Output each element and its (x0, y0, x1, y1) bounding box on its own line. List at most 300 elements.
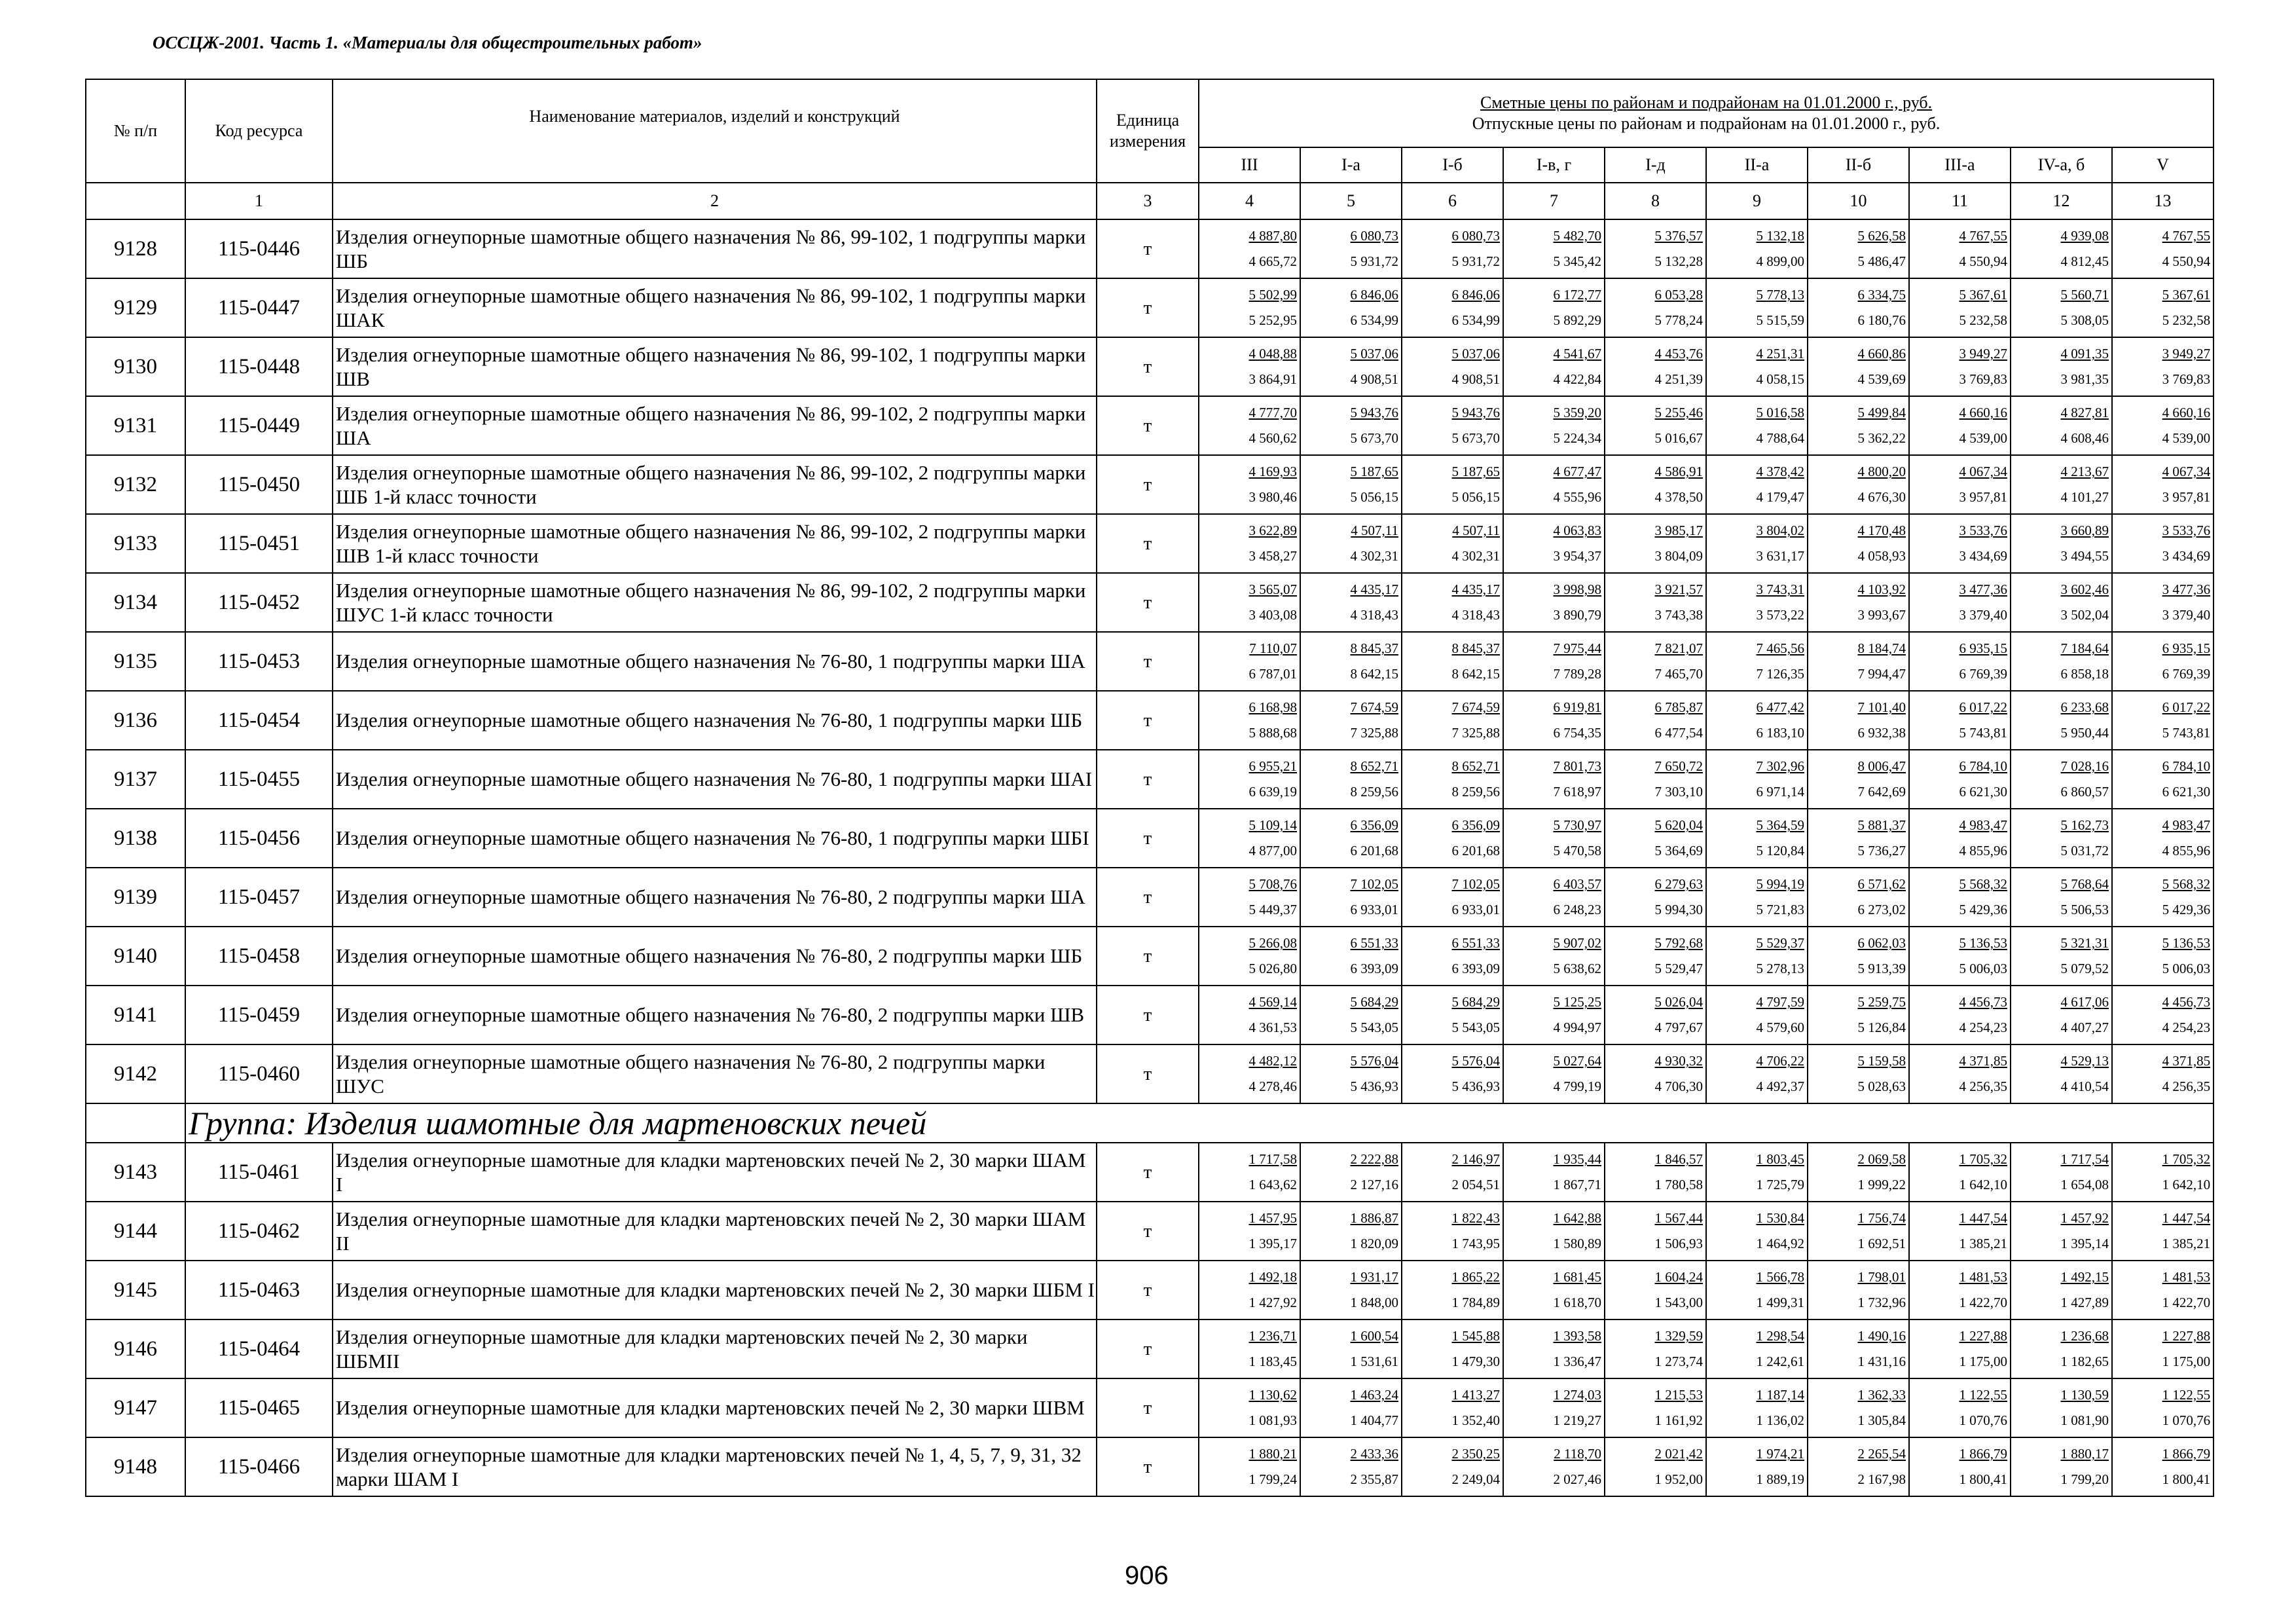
release-price: 4 908,51 (1451, 371, 1500, 387)
estimate-price: 5 376,57 (1654, 228, 1703, 244)
estimate-price: 7 801,73 (1553, 758, 1601, 774)
release-price: 1 081,93 (1248, 1412, 1297, 1428)
estimate-price: 8 652,71 (1451, 758, 1500, 774)
release-price: 6 933,01 (1350, 902, 1398, 917)
estimate-price: 1 866,79 (1959, 1446, 2007, 1462)
price-cell (1199, 1202, 1300, 1261)
release-price: 1 305,84 (1857, 1412, 1906, 1428)
release-price: 1 219,27 (1553, 1412, 1601, 1428)
release-price: 7 994,47 (1857, 666, 1906, 682)
estimate-price: 5 568,32 (2162, 876, 2211, 892)
release-price: 3 769,83 (2162, 371, 2211, 387)
estimate-price: 4 930,32 (1654, 1053, 1703, 1069)
release-price: 5 888,68 (1248, 725, 1297, 741)
price-cell (1402, 986, 1503, 1044)
row-number: 9134 (86, 573, 185, 632)
estimate-price: 4 378,42 (1756, 464, 1804, 479)
release-price: 4 539,00 (1959, 430, 2007, 446)
release-price: 5 429,36 (2162, 902, 2211, 917)
release-price: 4 256,35 (1959, 1079, 2007, 1094)
estimate-price: 1 935,44 (1553, 1151, 1601, 1167)
resource-code: 115-0447 (185, 278, 333, 337)
table-row (86, 750, 2214, 809)
estimate-price: 1 974,21 (1756, 1446, 1804, 1462)
price-cell (1300, 1320, 1402, 1378)
release-price: 2 355,87 (1350, 1471, 1398, 1487)
release-price: 4 539,00 (2162, 430, 2211, 446)
price-cell (2011, 219, 2112, 278)
row-number: 9140 (86, 927, 185, 986)
estimate-price: 4 660,16 (2162, 405, 2211, 420)
estimate-price: 3 533,76 (1959, 523, 2007, 538)
header-region: II-а (1706, 147, 1808, 183)
release-price: 5 486,47 (1857, 253, 1906, 269)
estimate-price: 4 063,83 (1553, 523, 1601, 538)
material-name: Изделия огнеупорные шамотные общего назначения № 86, 99-102, 2 подгруппы марки ШБ 1-й класс точности (333, 455, 1097, 514)
price-cell (1199, 1437, 1300, 1496)
resource-code: 115-0452 (185, 573, 333, 632)
release-price: 5 308,05 (2060, 312, 2109, 328)
price-cell (1605, 396, 1706, 455)
header-region: II-б (1808, 147, 1909, 183)
estimate-price: 6 080,73 (1451, 228, 1500, 244)
estimate-price: 4 827,81 (2060, 405, 2109, 420)
price-cell (1605, 1437, 1706, 1496)
release-price: 5 529,47 (1654, 961, 1703, 976)
estimate-price: 5 016,58 (1756, 405, 1804, 420)
price-cell (1909, 868, 2011, 927)
price-cell (1402, 1320, 1503, 1378)
price-cell (1706, 632, 1808, 691)
release-price: 3 379,40 (1959, 607, 2007, 623)
price-cell (1300, 632, 1402, 691)
unit-cell: т (1097, 455, 1199, 514)
price-cell (1199, 1261, 1300, 1320)
release-price: 8 642,15 (1350, 666, 1398, 682)
estimate-price: 1 215,53 (1654, 1387, 1703, 1403)
estimate-price: 6 785,87 (1654, 699, 1703, 715)
release-price: 1 081,90 (2060, 1412, 2109, 1428)
release-price: 5 506,53 (2060, 902, 2109, 917)
price-cell (2011, 986, 2112, 1044)
release-price: 3 494,55 (2060, 548, 2109, 564)
price-cell (1706, 809, 1808, 868)
price-cell (1300, 278, 1402, 337)
estimate-price: 1 865,22 (1451, 1269, 1500, 1285)
price-cell (1605, 632, 1706, 691)
price-cell (1909, 809, 2011, 868)
price-cell (1300, 868, 1402, 927)
release-price: 5 931,72 (1350, 253, 1398, 269)
price-cell (1503, 455, 1605, 514)
table-row (86, 455, 2214, 514)
price-cell (1808, 809, 1909, 868)
price-cell (2011, 1143, 2112, 1202)
estimate-price: 1 803,45 (1756, 1151, 1804, 1167)
estimate-price: 6 846,06 (1350, 287, 1398, 303)
price-cell (1300, 219, 1402, 278)
estimate-price: 1 122,55 (2162, 1387, 2211, 1403)
release-price: 4 855,96 (1959, 843, 2007, 858)
release-price: 2 127,16 (1350, 1177, 1398, 1192)
price-cell (1503, 1437, 1605, 1496)
release-price: 3 769,83 (1959, 371, 2007, 387)
group-row (86, 1103, 2214, 1143)
release-price: 4 302,31 (1350, 548, 1398, 564)
row-number: 9129 (86, 278, 185, 337)
estimate-price: 3 477,36 (1959, 581, 2007, 597)
price-cell (1909, 514, 2011, 573)
row-number: 9135 (86, 632, 185, 691)
material-name: Изделия огнеупорные шамотные для кладки мартеновских печей № 2, 30 марки ШБМII (333, 1320, 1097, 1378)
row-number: 9132 (86, 455, 185, 514)
table-row (86, 927, 2214, 986)
price-cell (2112, 868, 2214, 927)
material-name: Изделия огнеупорные шамотные общего назначения № 86, 99-102, 1 подгруппы марки ШБ (333, 219, 1097, 278)
estimate-price: 4 453,76 (1654, 346, 1703, 361)
resource-code: 115-0462 (185, 1202, 333, 1261)
row-number: 9136 (86, 691, 185, 750)
release-price: 2 054,51 (1451, 1177, 1500, 1192)
release-price: 1 070,76 (1959, 1412, 2007, 1428)
estimate-price: 5 626,58 (1857, 228, 1906, 244)
release-price: 1 820,09 (1350, 1236, 1398, 1251)
price-cell (2112, 278, 2214, 337)
price-cell (2112, 455, 2214, 514)
release-price: 1 422,70 (1959, 1295, 2007, 1310)
estimate-price: 2 350,25 (1451, 1446, 1500, 1462)
table-row (86, 986, 2214, 1044)
row-number: 9147 (86, 1378, 185, 1437)
estimate-price: 3 533,76 (2162, 523, 2211, 538)
price-cell (1808, 750, 1909, 809)
price-cell (1706, 927, 1808, 986)
price-cell (1706, 573, 1808, 632)
price-cell (2112, 573, 2214, 632)
estimate-price: 6 356,09 (1451, 817, 1500, 833)
row-number: 9128 (86, 219, 185, 278)
estimate-price: 5 187,65 (1350, 464, 1398, 479)
column-number: 8 (1605, 183, 1706, 219)
estimate-price: 6 935,15 (2162, 640, 2211, 656)
price-cell (1402, 750, 1503, 809)
estimate-price: 7 028,16 (2060, 758, 2109, 774)
estimate-price: 1 227,88 (2162, 1328, 2211, 1344)
release-price: 8 259,56 (1350, 784, 1398, 800)
price-cell (1909, 337, 2011, 396)
release-price: 5 252,95 (1248, 312, 1297, 328)
price-cell (1402, 573, 1503, 632)
price-cell (1402, 1202, 1503, 1261)
release-price: 5 673,70 (1451, 430, 1500, 446)
release-price: 4 877,00 (1248, 843, 1297, 858)
release-price: 6 639,19 (1248, 784, 1297, 800)
price-cell (1199, 573, 1300, 632)
estimate-price: 5 026,04 (1654, 994, 1703, 1010)
release-price: 1 479,30 (1451, 1354, 1500, 1369)
price-cell (1503, 1378, 1605, 1437)
release-price: 5 364,69 (1654, 843, 1703, 858)
release-price: 6 180,76 (1857, 312, 1906, 328)
price-cell (1402, 927, 1503, 986)
price-cell (1503, 1320, 1605, 1378)
price-cell (1909, 1437, 2011, 1496)
price-cell (1503, 396, 1605, 455)
price-cell (1300, 986, 1402, 1044)
estimate-price: 1 227,88 (1959, 1328, 2007, 1344)
release-price: 5 345,42 (1553, 253, 1601, 269)
estimate-price: 3 949,27 (1959, 346, 2007, 361)
unit-cell: т (1097, 337, 1199, 396)
row-number: 9133 (86, 514, 185, 573)
resource-code: 115-0455 (185, 750, 333, 809)
group-blank-cell (86, 1103, 185, 1143)
price-cell (2011, 868, 2112, 927)
estimate-price: 4 103,92 (1857, 581, 1906, 597)
estimate-price: 3 622,89 (1248, 523, 1297, 538)
release-price: 3 804,09 (1654, 548, 1703, 564)
price-cell (1605, 337, 1706, 396)
price-cell (1402, 396, 1503, 455)
release-price: 1 800,41 (1959, 1471, 2007, 1487)
price-cell (1605, 868, 1706, 927)
price-cell (1808, 986, 1909, 1044)
estimate-price: 5 730,97 (1553, 817, 1601, 833)
estimate-price: 4 617,06 (2060, 994, 2109, 1010)
release-price: 6 393,09 (1451, 961, 1500, 976)
release-price: 1 385,21 (2162, 1236, 2211, 1251)
estimate-price: 2 118,70 (1554, 1446, 1601, 1462)
release-price: 4 665,72 (1248, 253, 1297, 269)
estimate-price: 5 187,65 (1451, 464, 1500, 479)
estimate-price: 4 091,35 (2060, 346, 2109, 361)
release-price: 1 799,20 (2060, 1471, 2109, 1487)
estimate-price: 8 652,71 (1350, 758, 1398, 774)
release-price: 3 631,17 (1756, 548, 1804, 564)
release-price: 5 031,72 (2060, 843, 2109, 858)
estimate-price: 6 279,63 (1654, 876, 1703, 892)
release-price: 5 079,52 (2060, 961, 2109, 976)
release-price: 5 056,15 (1451, 489, 1500, 505)
material-name: Изделия огнеупорные шамотные общего назначения № 76-80, 2 подгруппы марки ШБ (333, 927, 1097, 986)
estimate-price: 1 447,54 (2162, 1210, 2211, 1226)
header-region: IV-а, б (2011, 147, 2112, 183)
release-price: 7 618,97 (1553, 784, 1601, 800)
price-cell (2112, 1202, 2214, 1261)
price-cell (1808, 1202, 1909, 1261)
release-price: 6 273,02 (1857, 902, 1906, 917)
release-price: 4 254,23 (1959, 1020, 2007, 1035)
release-price: 1 136,02 (1756, 1412, 1804, 1428)
estimate-price: 4 797,59 (1756, 994, 1804, 1010)
price-cell (1706, 455, 1808, 514)
unit-cell: т (1097, 278, 1199, 337)
material-name: Изделия огнеупорные шамотные общего назначения № 76-80, 1 подгруппы марки ШАI (333, 750, 1097, 809)
release-price: 1 242,61 (1756, 1354, 1804, 1369)
price-cell (1706, 337, 1808, 396)
release-price: 1 404,77 (1350, 1412, 1398, 1428)
estimate-price: 6 571,62 (1857, 876, 1906, 892)
header-region: I-в, г (1503, 147, 1605, 183)
price-cell (2112, 1378, 2214, 1437)
unit-cell: т (1097, 1143, 1199, 1202)
estimate-price: 3 743,31 (1756, 581, 1804, 597)
estimate-price: 6 017,22 (2162, 699, 2211, 715)
estimate-price: 1 530,84 (1756, 1210, 1804, 1226)
release-price: 4 254,23 (2162, 1020, 2211, 1035)
price-cell (1199, 986, 1300, 1044)
table-row (86, 632, 2214, 691)
estimate-price: 7 184,64 (2060, 640, 2109, 656)
estimate-price: 5 109,14 (1248, 817, 1297, 833)
release-price: 1 175,00 (2162, 1354, 2211, 1369)
price-cell (1300, 750, 1402, 809)
estimate-price: 6 172,77 (1553, 287, 1601, 303)
price-cell (1706, 396, 1808, 455)
estimate-price: 5 136,53 (1959, 935, 2007, 951)
release-price: 4 994,97 (1553, 1020, 1601, 1035)
release-price: 1 499,31 (1756, 1295, 1804, 1310)
estimate-price: 3 949,27 (2162, 346, 2211, 361)
price-cell (1300, 809, 1402, 868)
estimate-price: 4 456,73 (1959, 994, 2007, 1010)
release-price: 2 027,46 (1553, 1471, 1601, 1487)
release-price: 1 725,79 (1756, 1177, 1804, 1192)
release-price: 5 120,84 (1756, 843, 1804, 858)
unit-cell: т (1097, 1261, 1199, 1320)
estimate-price: 5 266,08 (1248, 935, 1297, 951)
price-cell (2112, 396, 2214, 455)
price-cell (2112, 337, 2214, 396)
price-cell (1909, 750, 2011, 809)
price-cell (1199, 1143, 1300, 1202)
estimate-price: 1 122,55 (1959, 1387, 2007, 1403)
price-cell (2112, 1261, 2214, 1320)
estimate-price: 4 939,08 (2060, 228, 2109, 244)
material-name: Изделия огнеупорные шамотные общего назначения № 86, 99-102, 2 подгруппы марки ШВ 1-й класс точности (333, 514, 1097, 573)
release-price: 5 543,05 (1350, 1020, 1398, 1035)
price-cell (2112, 632, 2214, 691)
unit-cell: т (1097, 1378, 1199, 1437)
release-price: 1 780,58 (1654, 1177, 1703, 1192)
estimate-price: 1 566,78 (1756, 1269, 1804, 1285)
estimate-price: 1 457,92 (2060, 1210, 2109, 1226)
estimate-price: 1 846,57 (1654, 1151, 1703, 1167)
page-number: 906 (1125, 1561, 1169, 1590)
price-cell (1909, 573, 2011, 632)
price-cell (1808, 514, 1909, 573)
estimate-price: 4 169,93 (1248, 464, 1297, 479)
release-price: 4 256,35 (2162, 1079, 2211, 1094)
price-cell (2011, 691, 2112, 750)
price-cell (1300, 1378, 1402, 1437)
material-name: Изделия огнеупорные шамотные общего назначения № 86, 99-102, 1 подгруппы марки ШВ (333, 337, 1097, 396)
material-name: Изделия огнеупорные шамотные для кладки мартеновских печей № 2, 30 марки ШАМ I (333, 1143, 1097, 1202)
release-price: 3 458,27 (1248, 548, 1297, 564)
unit-cell: т (1097, 691, 1199, 750)
estimate-price: 7 110,07 (1249, 640, 1297, 656)
estimate-price: 5 132,18 (1756, 228, 1804, 244)
estimate-price: 1 545,88 (1451, 1328, 1500, 1344)
release-price: 7 303,10 (1654, 784, 1703, 800)
estimate-price: 7 102,05 (1350, 876, 1398, 892)
header-region: I-б (1402, 147, 1503, 183)
estimate-price: 1 490,16 (1857, 1328, 1906, 1344)
price-cell (1706, 514, 1808, 573)
resource-code: 115-0461 (185, 1143, 333, 1202)
unit-cell: т (1097, 219, 1199, 278)
row-number: 9144 (86, 1202, 185, 1261)
price-cell (1706, 1378, 1808, 1437)
release-price: 4 407,27 (2060, 1020, 2109, 1035)
price-cell (1706, 1261, 1808, 1320)
estimate-price: 5 620,04 (1654, 817, 1703, 833)
estimate-price: 4 213,67 (2060, 464, 2109, 479)
estimate-price: 6 356,09 (1350, 817, 1398, 833)
estimate-price: 6 551,33 (1350, 935, 1398, 951)
price-cell (1909, 1378, 2011, 1437)
price-cell (1503, 337, 1605, 396)
price-cell (1503, 1143, 1605, 1202)
estimate-price: 6 080,73 (1350, 228, 1398, 244)
release-price: 1 070,76 (2162, 1412, 2211, 1428)
price-cell (1605, 750, 1706, 809)
price-cell (1909, 691, 2011, 750)
release-price: 4 855,96 (2162, 843, 2211, 858)
estimate-price: 5 881,37 (1857, 817, 1906, 833)
estimate-price: 4 586,91 (1654, 464, 1703, 479)
release-price: 5 232,58 (2162, 312, 2211, 328)
price-cell (1808, 927, 1909, 986)
material-name: Изделия огнеупорные шамотные для кладки мартеновских печей № 2, 30 марки ШВМ (333, 1378, 1097, 1437)
price-cell (2011, 1320, 2112, 1378)
release-price: 6 201,68 (1350, 843, 1398, 858)
price-cell (1300, 337, 1402, 396)
unit-cell: т (1097, 927, 1199, 986)
estimate-price: 7 101,40 (1857, 699, 1906, 715)
row-number: 9139 (86, 868, 185, 927)
release-price: 1 999,22 (1857, 1177, 1906, 1192)
estimate-price: 3 921,57 (1654, 581, 1703, 597)
estimate-price: 6 403,57 (1553, 876, 1601, 892)
price-cell (1199, 337, 1300, 396)
estimate-price: 4 777,70 (1248, 405, 1297, 420)
price-cell (1402, 219, 1503, 278)
price-cell (1199, 1044, 1300, 1103)
column-number (86, 183, 185, 219)
estimate-price: 3 998,98 (1553, 581, 1601, 597)
price-cell (1706, 1202, 1808, 1261)
estimate-price: 2 265,54 (1857, 1446, 1906, 1462)
price-cell (1605, 1143, 1706, 1202)
release-price: 5 056,15 (1350, 489, 1398, 505)
estimate-price: 1 481,53 (1959, 1269, 2007, 1285)
column-number: 10 (1808, 183, 1909, 219)
price-cell (1605, 455, 1706, 514)
price-cell (2112, 927, 2214, 986)
table-row (86, 1143, 2214, 1202)
price-cell (1300, 1044, 1402, 1103)
price-cell (1909, 219, 2011, 278)
column-number: 5 (1300, 183, 1402, 219)
price-cell (1300, 573, 1402, 632)
price-cell (1402, 691, 1503, 750)
price-cell (1605, 986, 1706, 1044)
price-cell (1199, 455, 1300, 514)
estimate-price: 8 006,47 (1857, 758, 1906, 774)
estimate-price: 5 768,64 (2060, 876, 2109, 892)
release-price: 1 642,10 (2162, 1177, 2211, 1192)
